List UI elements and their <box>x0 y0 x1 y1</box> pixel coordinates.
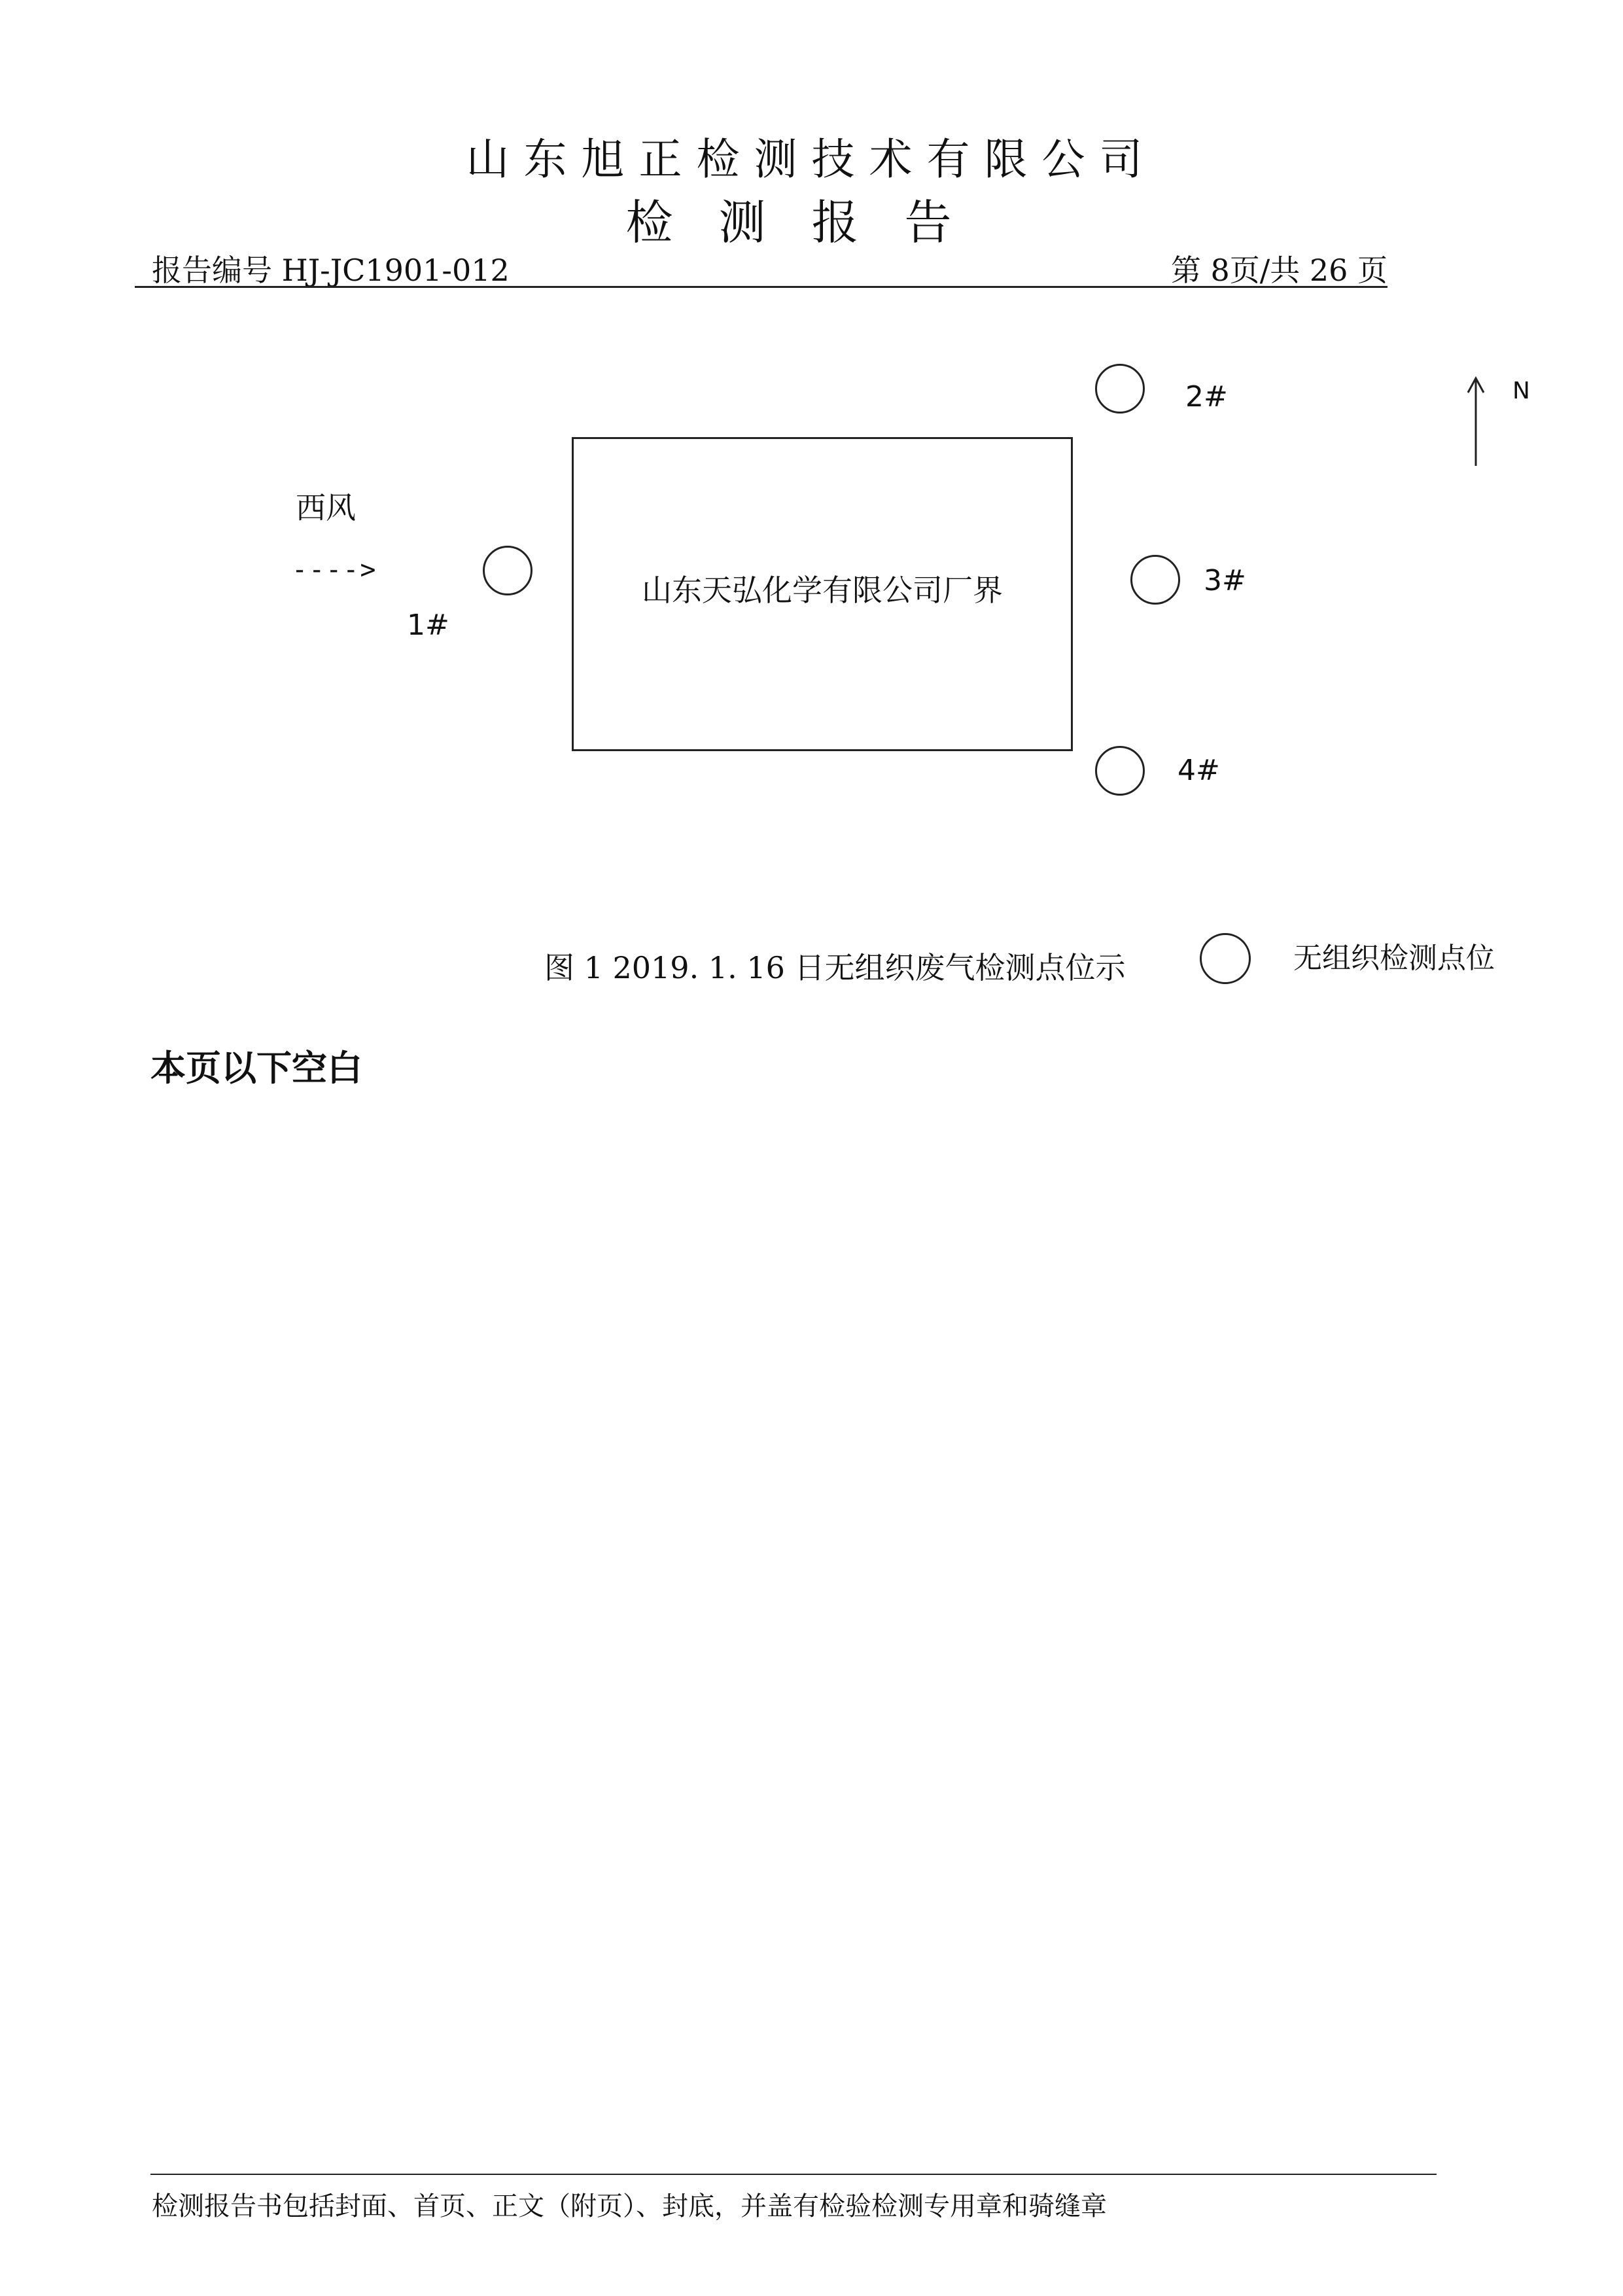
header-divider <box>135 286 1387 288</box>
monitoring-point-4-marker <box>1095 746 1145 796</box>
wind-arrow: ----> <box>292 555 377 585</box>
north-label: N <box>1512 378 1530 404</box>
report-number: 报告编号 HJ-JC1901-012 <box>152 253 510 288</box>
footer-note: 检测报告书包括封面、首页、正文（附页）、封底，并盖有检验检测专用章和骑缝章 <box>152 2191 1107 2221</box>
legend-circle-marker <box>1200 933 1251 984</box>
plant-boundary-label: 山东天弘化学有限公司厂界 <box>642 573 1003 608</box>
blank-page-note: 本页以下空白 <box>150 1048 362 1089</box>
legend-label: 无组织检测点位 <box>1293 942 1495 975</box>
figure-caption: 图 1 2019. 1. 16 日无组织废气检测点位示 <box>544 950 1126 985</box>
company-name: 山东旭正检测技术有限公司 <box>466 134 1157 185</box>
monitoring-point-3-marker <box>1130 555 1180 605</box>
report-title: 检测报告 <box>625 195 998 250</box>
monitoring-point-2-marker <box>1095 364 1145 414</box>
page-indicator: 第 8页/共 26 页 <box>1170 253 1387 288</box>
monitoring-point-1-marker <box>483 546 532 595</box>
north-arrow-icon <box>1463 373 1489 471</box>
wind-direction-label: 西风 <box>296 490 356 525</box>
monitoring-point-1-label: 1# <box>407 609 449 642</box>
monitoring-point-2-label: 2# <box>1185 380 1228 414</box>
monitoring-point-4-label: 4# <box>1178 754 1220 787</box>
monitoring-point-3-label: 3# <box>1204 564 1246 597</box>
footer-divider <box>150 2174 1437 2175</box>
